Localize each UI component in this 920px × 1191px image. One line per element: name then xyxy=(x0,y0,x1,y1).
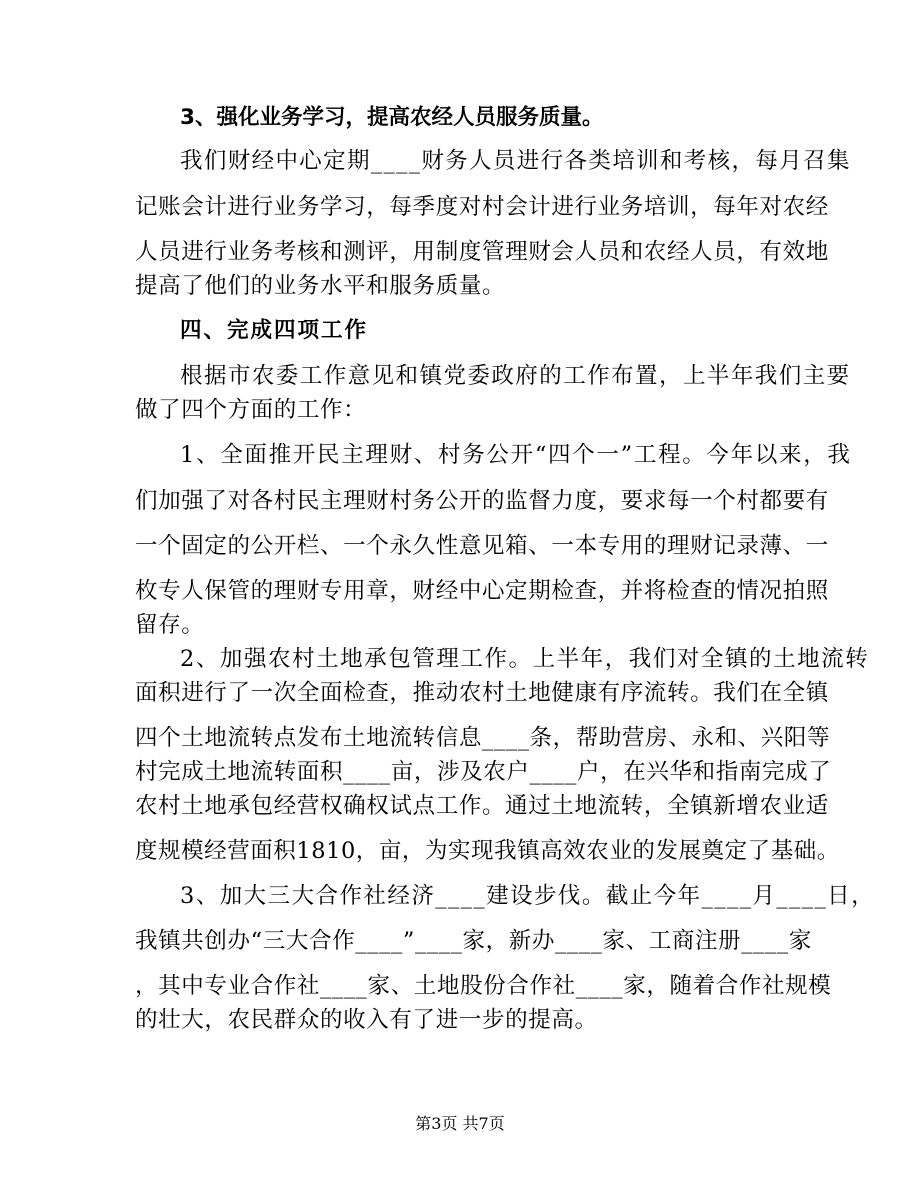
paragraph-line: 我镇共创办“三大合作____”____家，新办____家、工商注册____家 xyxy=(135,928,812,954)
paragraph-line: 枚专人保管的理财专用章，财经中心定期检查，并将检查的情况拍照 xyxy=(135,578,829,604)
section-heading: 3、强化业务学习，提高农经人员服务质量。 xyxy=(180,105,604,130)
paragraph-line: 农村土地承包经营权确权试点工作。通过土地流转，全镇新增农业适 xyxy=(135,793,829,819)
paragraph-line: 1、全面推开民主理财、村务公开“四个一”工程。今年以来，我 xyxy=(180,442,852,468)
page-number: 第3页 共7页 xyxy=(415,1114,505,1133)
paragraph-line: 的壮大，农民群众的收入有了进一步的提高。 xyxy=(135,1007,598,1033)
paragraph-line: 做了四个方面的工作： xyxy=(135,397,367,423)
paragraph-line: 人员进行业务考核和测评，用制度管理财会人员和农经人员，有效地 xyxy=(135,239,829,265)
paragraph-line: 我们财经中心定期____财务人员进行各类培训和考核，每月召集 xyxy=(180,148,851,174)
paragraph-line: 度规模经营面积1810，亩，为实现我镇高效农业的发展奠定了基础。 xyxy=(135,838,840,864)
paragraph-line: 提高了他们的业务水平和服务质量。 xyxy=(135,273,506,299)
paragraph-line: 根据市农委工作意见和镇党委政府的工作布置，上半年我们主要 xyxy=(180,363,851,389)
paragraph-line: 留存。 xyxy=(135,612,205,638)
paragraph-line: 一个固定的公开栏、一个永久性意见箱、一本专用的理财记录薄、一 xyxy=(135,533,829,559)
paragraph-line: ，其中专业合作社____家、土地股份合作社____家，随着合作社规模 xyxy=(135,973,832,999)
paragraph-line: 2、加强农村土地承包管理工作。上半年，我们对全镇的土地流转 xyxy=(180,646,870,672)
paragraph-line: 3、加大三大合作社经济____建设步伐。截止今年____月____日， xyxy=(180,883,876,909)
section-heading: 四、完成四项工作 xyxy=(180,318,369,343)
paragraph-line: 村完成土地流转面积____亩，涉及农户____户，在兴华和指南完成了 xyxy=(135,759,832,785)
paragraph-line: 们加强了对各村民主理财村务公开的监督力度，要求每一个村都要有 xyxy=(135,488,829,514)
paragraph-line: 记账会计进行业务学习，每季度对村会计进行业务培训，每年对农经 xyxy=(135,194,829,220)
paragraph-line: 面积进行了一次全面检查，推动农村土地健康有序流转。我们在全镇 xyxy=(135,680,829,706)
paragraph-line: 四个土地流转点发布土地流转信息____条，帮助营房、永和、兴阳等 xyxy=(135,725,831,751)
